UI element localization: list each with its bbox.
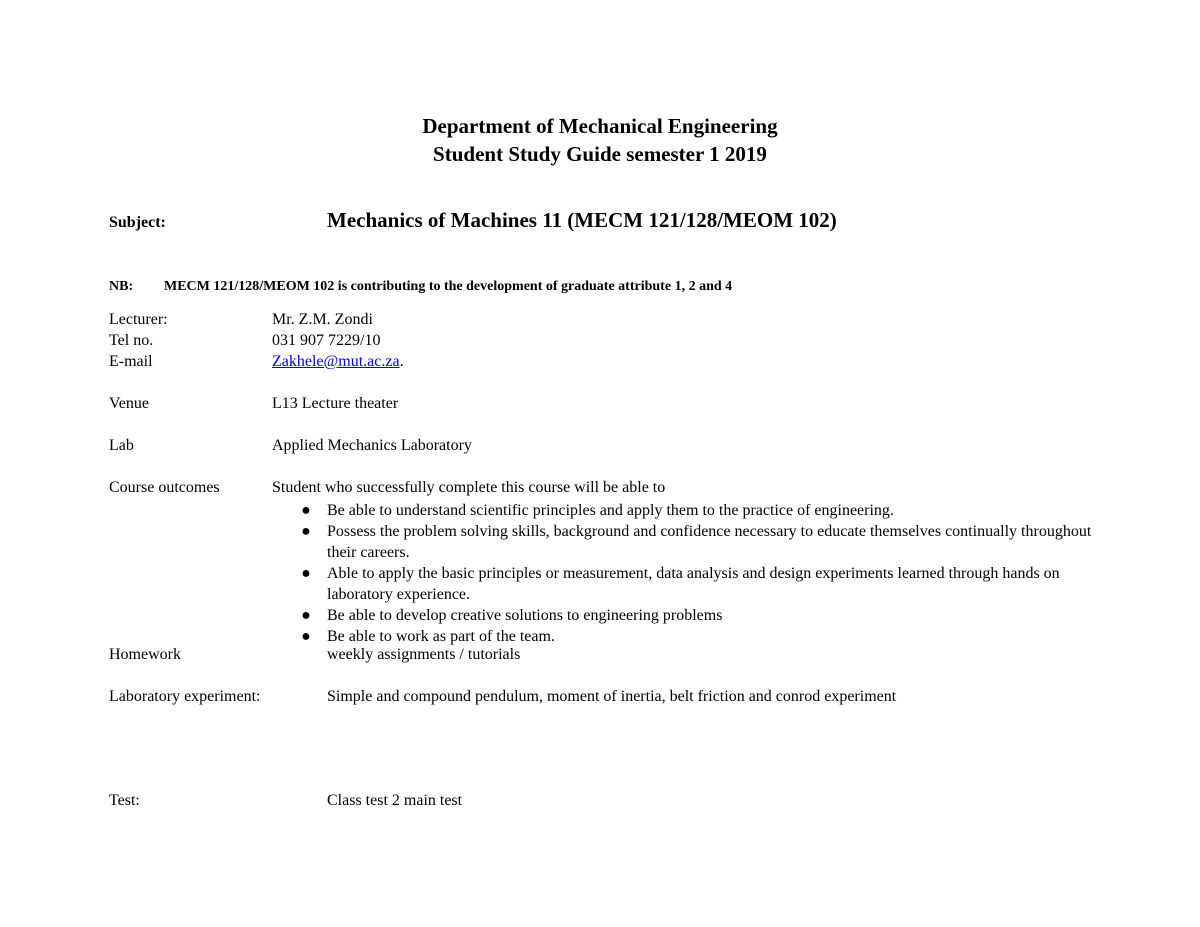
tel-number: 031 907 7229/10 (272, 332, 381, 349)
course-outcomes-intro: Student who successfully complete this course will be able to (272, 479, 666, 496)
course-outcomes-list (299, 500, 1099, 647)
document-title (0, 112, 1200, 168)
laboratory-experiment-value: Simple and compound pendulum, moment of inertia, belt friction and conrod experiment (327, 688, 897, 705)
department-title: Department of Mechanical Engineering (422, 114, 778, 138)
test-label: Test: (109, 792, 140, 809)
lecturer-name: Mr. Z.M. Zondi (272, 311, 373, 328)
outcome-text: Be able to develop creative solutions to engineering problems (327, 607, 723, 624)
homework-label: Homework (109, 646, 181, 663)
outcome-text: Be able to understand scientific principles and apply them to the practice of engineering. (327, 502, 894, 519)
outcome-text: Possess the problem solving skills, background and confidence necessary to educate themselves continually throughout their careers. (327, 523, 1092, 561)
bullet-icon: ● (301, 502, 311, 519)
laboratory-experiment-label: Laboratory experiment: (109, 688, 261, 705)
course-outcomes-label: Course outcomes (109, 479, 220, 496)
list-item (299, 626, 1099, 647)
lecturer-label: Lecturer: (109, 311, 168, 328)
venue-value: L13 Lecture theater (272, 395, 399, 412)
subject-label: Subject: (109, 214, 166, 231)
list-item (299, 521, 1099, 563)
email-link[interactable]: Zakhele@mut.ac.za (272, 353, 400, 370)
tel-label: Tel no. (109, 332, 154, 349)
subject-name: Mechanics of Machines 11 (MECM 121/128/MEOM 102) (327, 208, 837, 232)
bullet-icon: ● (301, 628, 311, 645)
venue-label: Venue (109, 395, 149, 412)
test-value: Class test 2 main test (327, 792, 463, 809)
list-item (299, 500, 1099, 521)
outcome-text: Be able to work as part of the team. (327, 628, 555, 645)
email-value (272, 353, 404, 371)
bullet-icon: ● (301, 523, 311, 540)
nb-label: NB: (109, 279, 134, 294)
study-guide-title: Student Study Guide semester 1 2019 (433, 142, 767, 166)
email-period: . (399, 353, 404, 370)
email-label: E-mail (109, 353, 153, 370)
homework-value: weekly assignments / tutorials (327, 646, 521, 663)
list-item (299, 563, 1099, 605)
outcome-text: Able to apply the basic principles or measurement, data analysis and design experiments learned through hands on laboratory experience. (327, 565, 1060, 603)
lab-label: Lab (109, 437, 134, 454)
lab-value: Applied Mechanics Laboratory (272, 437, 472, 454)
nb-text: MECM 121/128/MEOM 102 is contributing to the development of graduate attribute 1, 2 and 4 (164, 279, 733, 294)
bullet-icon: ● (301, 565, 311, 582)
bullet-icon: ● (301, 607, 311, 624)
list-item (299, 605, 1099, 626)
